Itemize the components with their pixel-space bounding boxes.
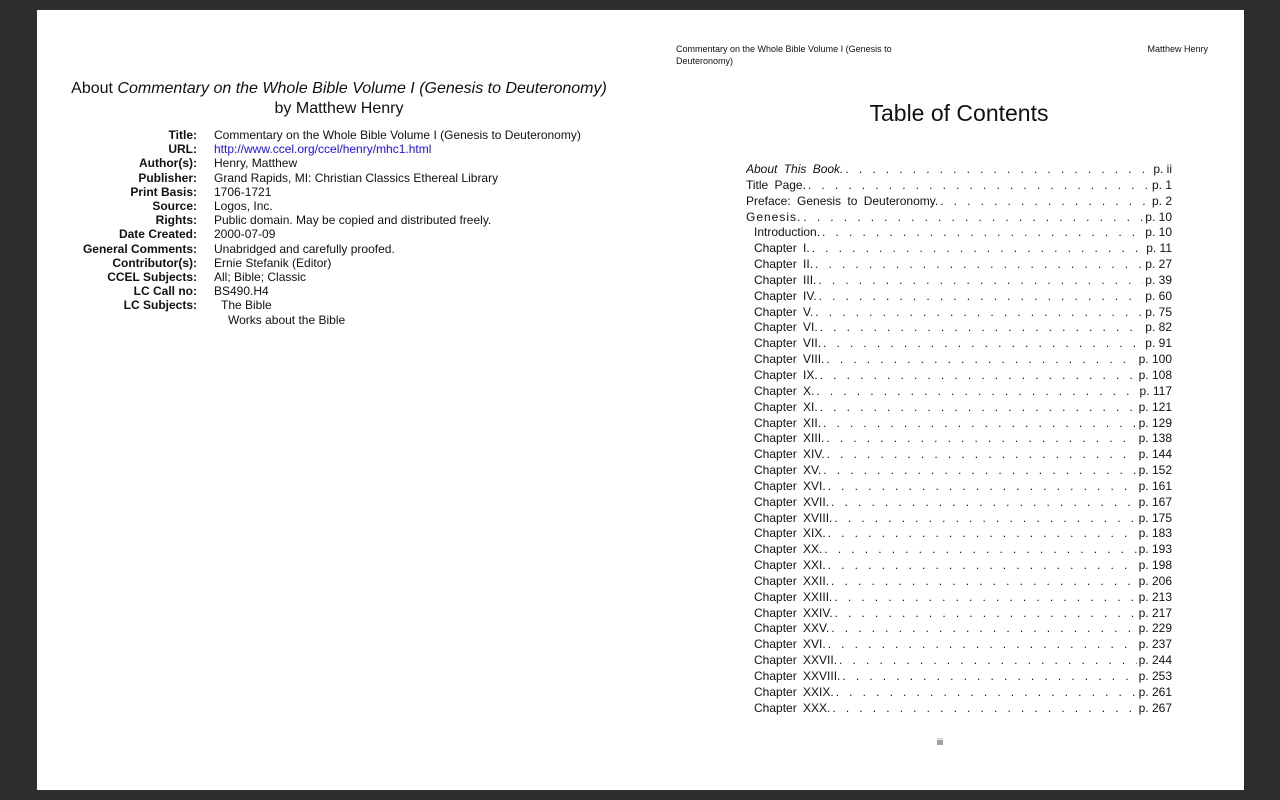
meta-label: Title: [168, 128, 197, 142]
toc-leader-dots [816, 273, 1143, 289]
toc-entry-label: Chapter II. [754, 257, 814, 272]
about-heading [37, 79, 641, 119]
toc-entry-page: p. 75 [1145, 304, 1172, 319]
running-header-author: Matthew Henry [1147, 44, 1208, 54]
toc-entry-page: p. 39 [1145, 272, 1172, 287]
toc-entry-page: p. 167 [1138, 494, 1172, 509]
toc-leader-dots [810, 241, 1144, 257]
toc-entry[interactable] [746, 511, 1172, 527]
toc-leader-dots [820, 225, 1143, 241]
toc-entry[interactable] [746, 352, 1172, 368]
toc-entry-page: p. 267 [1138, 700, 1172, 715]
toc-leader-dots [818, 400, 1137, 416]
url-link[interactable]: http://www.ccel.org/ccel/henry/mhc1.html [214, 142, 432, 157]
toc-list [746, 162, 1172, 717]
toc-entry-label: Chapter XIX. [754, 526, 826, 541]
toc-entry-label: Chapter XXV. [754, 621, 830, 636]
meta-value: 2000-07-09 [214, 227, 276, 242]
toc-entry-page: p. 117 [1139, 383, 1172, 398]
toc-entry[interactable] [746, 289, 1172, 305]
toc-entry-page: p. 237 [1138, 637, 1172, 652]
toc-leader-dots [821, 416, 1137, 432]
toc-entry-label: Chapter IX. [754, 367, 818, 382]
toc-entry[interactable] [746, 558, 1172, 574]
toc-entry-page: p. 229 [1138, 621, 1172, 636]
toc-entry[interactable] [746, 526, 1172, 542]
meta-row-lc-subjects [37, 298, 641, 326]
meta-value: Unabridged and carefully proofed. [214, 241, 395, 256]
meta-value: All; Bible; Classic [214, 270, 307, 285]
toc-leader-dots [830, 701, 1136, 717]
meta-label: Print Basis: [130, 184, 197, 199]
meta-label: Author(s): [139, 156, 197, 171]
toc-entry-label: Chapter VI. [754, 320, 818, 335]
toc-entry-label: Chapter XVI. [754, 637, 826, 652]
about-book-title: Commentary on the Whole Bible Volume I (Genesis to Deuteronomy) [117, 80, 607, 97]
toc-leader-dots [843, 162, 1151, 178]
toc-leader-dots [813, 305, 1143, 321]
toc-entry-label: Chapter XVIII. [754, 510, 833, 525]
toc-entry[interactable] [746, 400, 1172, 416]
meta-row-publisher [37, 171, 641, 185]
toc-leader-dots [938, 194, 1150, 210]
meta-row-lc-call [37, 284, 641, 298]
meta-row-ccel-subjects [37, 270, 641, 284]
toc-leader-dots [813, 257, 1143, 273]
meta-value: Logos, Inc. [214, 199, 273, 214]
toc-entry-label: Chapter XXII. [754, 573, 830, 588]
toc-entry[interactable] [746, 431, 1172, 447]
meta-label: General Comments: [82, 241, 197, 256]
toc-entry-page: p. 253 [1138, 669, 1172, 683]
about-prefix: About [71, 80, 113, 97]
toc-entry-label: Chapter XV. [754, 463, 822, 478]
meta-value: Grand Rapids, MI: Christian Classics Ethereal Library [214, 170, 499, 185]
meta-label: CCEL Subjects: [107, 270, 197, 285]
toc-leader-dots [801, 210, 1143, 226]
meta-row-general-comments [37, 242, 641, 256]
toc-entry-page: p. 60 [1145, 288, 1172, 303]
toc-entry-label: Chapter VII. [754, 336, 822, 351]
toc-entry-page: p. 144 [1138, 447, 1172, 462]
toc-entry-label: Chapter XXVIII. [754, 669, 841, 683]
toc-entry[interactable] [746, 463, 1172, 479]
running-header-title: Commentary on the Whole Bible Volume I (Genesis to Deuteronomy) [676, 44, 892, 66]
toc-entry[interactable] [746, 542, 1172, 558]
meta-value: Public domain. May be copied and distributed freely. [214, 213, 492, 228]
toc-entry[interactable] [746, 574, 1172, 590]
document-spread [37, 10, 1244, 790]
toc-entry[interactable] [746, 273, 1172, 289]
toc-entry-page: p. 261 [1138, 684, 1172, 699]
meta-label: Contributor(s): [112, 255, 197, 270]
metadata-table [37, 128, 641, 327]
toc-entry-page: p. 183 [1138, 526, 1172, 541]
toc-leader-dots [824, 431, 1136, 447]
meta-row-title [37, 128, 641, 142]
toc-entry-page: p. 175 [1138, 510, 1172, 525]
toc-entry-page: p. 213 [1138, 589, 1172, 604]
toc-entry-page: p. 129 [1138, 415, 1172, 430]
meta-value: Commentary on the Whole Bible Volume I (Genesis to Deuteronomy) [214, 128, 581, 142]
toc-entry-page: p. 193 [1138, 542, 1172, 557]
toc-entry[interactable] [746, 210, 1172, 226]
toc-leader-dots [829, 495, 1137, 511]
toc-entry-label: Chapter V. [754, 304, 814, 319]
toc-leader-dots [840, 669, 1136, 685]
toc-entry[interactable] [746, 241, 1172, 257]
lc-subject-item: The Bible [221, 298, 272, 313]
toc-entry[interactable] [746, 637, 1172, 653]
toc-entry[interactable] [746, 225, 1172, 241]
toc-entry-label: Chapter XVI. [754, 478, 826, 493]
toc-entry[interactable] [746, 653, 1172, 669]
toc-entry[interactable] [746, 320, 1172, 336]
toc-entry[interactable] [746, 194, 1172, 210]
meta-value: Henry, Matthew [214, 156, 298, 171]
toc-entry-label: Genesis. [746, 209, 802, 224]
page-number: iii [937, 737, 943, 747]
toc-entry-label: Chapter XXX. [754, 700, 831, 715]
toc-entry-page: p. 161 [1138, 478, 1172, 493]
toc-entry-label: Chapter XXIX. [754, 684, 834, 699]
toc-entry[interactable] [746, 621, 1172, 637]
meta-label: Date Created: [118, 227, 197, 242]
toc-entry[interactable] [746, 336, 1172, 352]
toc-leader-dots [822, 542, 1136, 558]
toc-leader-dots [826, 526, 1137, 542]
toc-entry-label: Chapter IV. [754, 288, 817, 303]
toc-leader-dots [834, 685, 1137, 701]
toc-entry-label: Chapter XII. [754, 415, 822, 430]
toc-entry[interactable] [746, 685, 1172, 701]
toc-entry[interactable] [746, 495, 1172, 511]
toc-leader-dots [829, 621, 1136, 637]
meta-row-url [37, 142, 641, 156]
toc-entry-label: Chapter XXI. [754, 558, 826, 573]
toc-entry-label: Chapter X. [754, 383, 815, 398]
toc-entry-label: About This Book. [746, 162, 844, 176]
about-title-line [37, 79, 641, 99]
toc-entry-page: p. 138 [1138, 431, 1172, 446]
toc-leader-dots [821, 336, 1143, 352]
toc-entry[interactable] [746, 669, 1172, 685]
toc-entry-label: Chapter XVII. [754, 494, 830, 509]
toc-entry-label: Chapter XX. [754, 542, 823, 557]
toc-leader-dots [817, 289, 1144, 305]
toc-entry[interactable] [746, 590, 1172, 606]
meta-row-print-basis [37, 185, 641, 199]
toc-entry-page: p. 108 [1138, 367, 1172, 382]
meta-label: URL: [168, 142, 197, 157]
toc-entry[interactable] [746, 178, 1172, 194]
toc-entry[interactable] [746, 162, 1172, 178]
toc-leader-dots [814, 384, 1137, 400]
toc-title: Table of Contents [869, 100, 1049, 126]
toc-leader-dots [832, 511, 1136, 527]
toc-leader-dots [833, 606, 1137, 622]
toc-leader-dots [826, 479, 1137, 495]
toc-leader-dots [824, 352, 1136, 368]
meta-label: Publisher: [138, 170, 197, 185]
toc-entry-label: Chapter VIII. [754, 352, 825, 367]
toc-entry[interactable] [746, 305, 1172, 321]
toc-entry-label: Chapter XXIII. [754, 589, 833, 604]
toc-entry-page: p. 10 [1145, 225, 1172, 240]
meta-value: BS490.H4 [214, 284, 269, 299]
toc-entry-page: p. 206 [1138, 573, 1172, 588]
meta-row-contributors [37, 256, 641, 270]
meta-value: 1706-1721 [214, 184, 272, 199]
toc-leader-dots [825, 447, 1137, 463]
toc-leader-dots [818, 320, 1144, 336]
toc-entry-page: p. 100 [1138, 352, 1172, 367]
lc-subject-item: Works about the Bible [228, 312, 346, 327]
toc-entry[interactable] [746, 416, 1172, 432]
toc-entry-label: Chapter XXIV. [754, 605, 833, 620]
toc-entry-label: Chapter I. [754, 241, 810, 256]
toc-entry[interactable] [746, 257, 1172, 273]
toc-entry-page: p. 121 [1138, 399, 1172, 414]
toc-entry[interactable] [746, 447, 1172, 463]
toc-entry-label: Chapter XXVII. [754, 653, 838, 668]
toc-entry[interactable] [746, 479, 1172, 495]
toc-entry-page: p. 10 [1145, 209, 1172, 224]
toc-leader-dots [826, 558, 1137, 574]
toc-entry-label: Chapter XI. [754, 399, 818, 414]
toc-leader-dots [832, 590, 1136, 606]
toc-entry-page: p. ii [1153, 162, 1172, 176]
about-byline: by Matthew Henry [274, 100, 404, 117]
toc-leader-dots [826, 637, 1137, 653]
meta-row-date-created [37, 227, 641, 241]
toc-leader-dots [837, 653, 1137, 669]
toc-entry-label: Preface: Genesis to Deuteronomy. [746, 193, 939, 208]
meta-label: LC Subjects: [123, 298, 197, 313]
toc-leader-dots [818, 368, 1137, 384]
toc-entry-label: Title Page. [746, 177, 806, 192]
toc-entry-page: p. 1 [1151, 177, 1172, 192]
toc-entry[interactable] [746, 701, 1172, 717]
lc-subject-list [214, 298, 345, 326]
toc-entry[interactable] [746, 384, 1172, 400]
meta-row-rights [37, 213, 641, 227]
toc-entry-page: p. 27 [1145, 257, 1172, 272]
toc-entry-page: p. 11 [1146, 241, 1172, 256]
meta-value: Ernie Stefanik (Editor) [214, 255, 332, 270]
toc-entry-page: p. 152 [1138, 463, 1172, 478]
meta-label: Source: [152, 199, 197, 214]
meta-label: Rights: [155, 213, 197, 228]
toc-entry-page: p. 91 [1145, 336, 1172, 351]
toc-leader-dots [821, 463, 1136, 479]
toc-entry-page: p. 198 [1138, 558, 1172, 573]
toc-entry-page: p. 2 [1151, 193, 1172, 208]
toc-entry-label: Chapter XIII. [754, 431, 825, 446]
toc-entry-page: p. 82 [1145, 320, 1172, 335]
toc-entry[interactable] [746, 606, 1172, 622]
toc-entry[interactable] [746, 368, 1172, 384]
toc-leader-dots [829, 574, 1137, 590]
toc-entry-label: Chapter XIV. [754, 447, 825, 462]
toc-entry-page: p. 217 [1138, 605, 1172, 620]
toc-entry-label: Chapter III. [754, 272, 817, 287]
meta-row-source [37, 199, 641, 213]
meta-row-authors [37, 156, 641, 170]
toc-entry-label: Introduction. [754, 225, 821, 240]
toc-leader-dots [806, 178, 1150, 194]
meta-label: LC Call no: [133, 284, 197, 299]
toc-entry-page: p. 244 [1138, 653, 1172, 668]
